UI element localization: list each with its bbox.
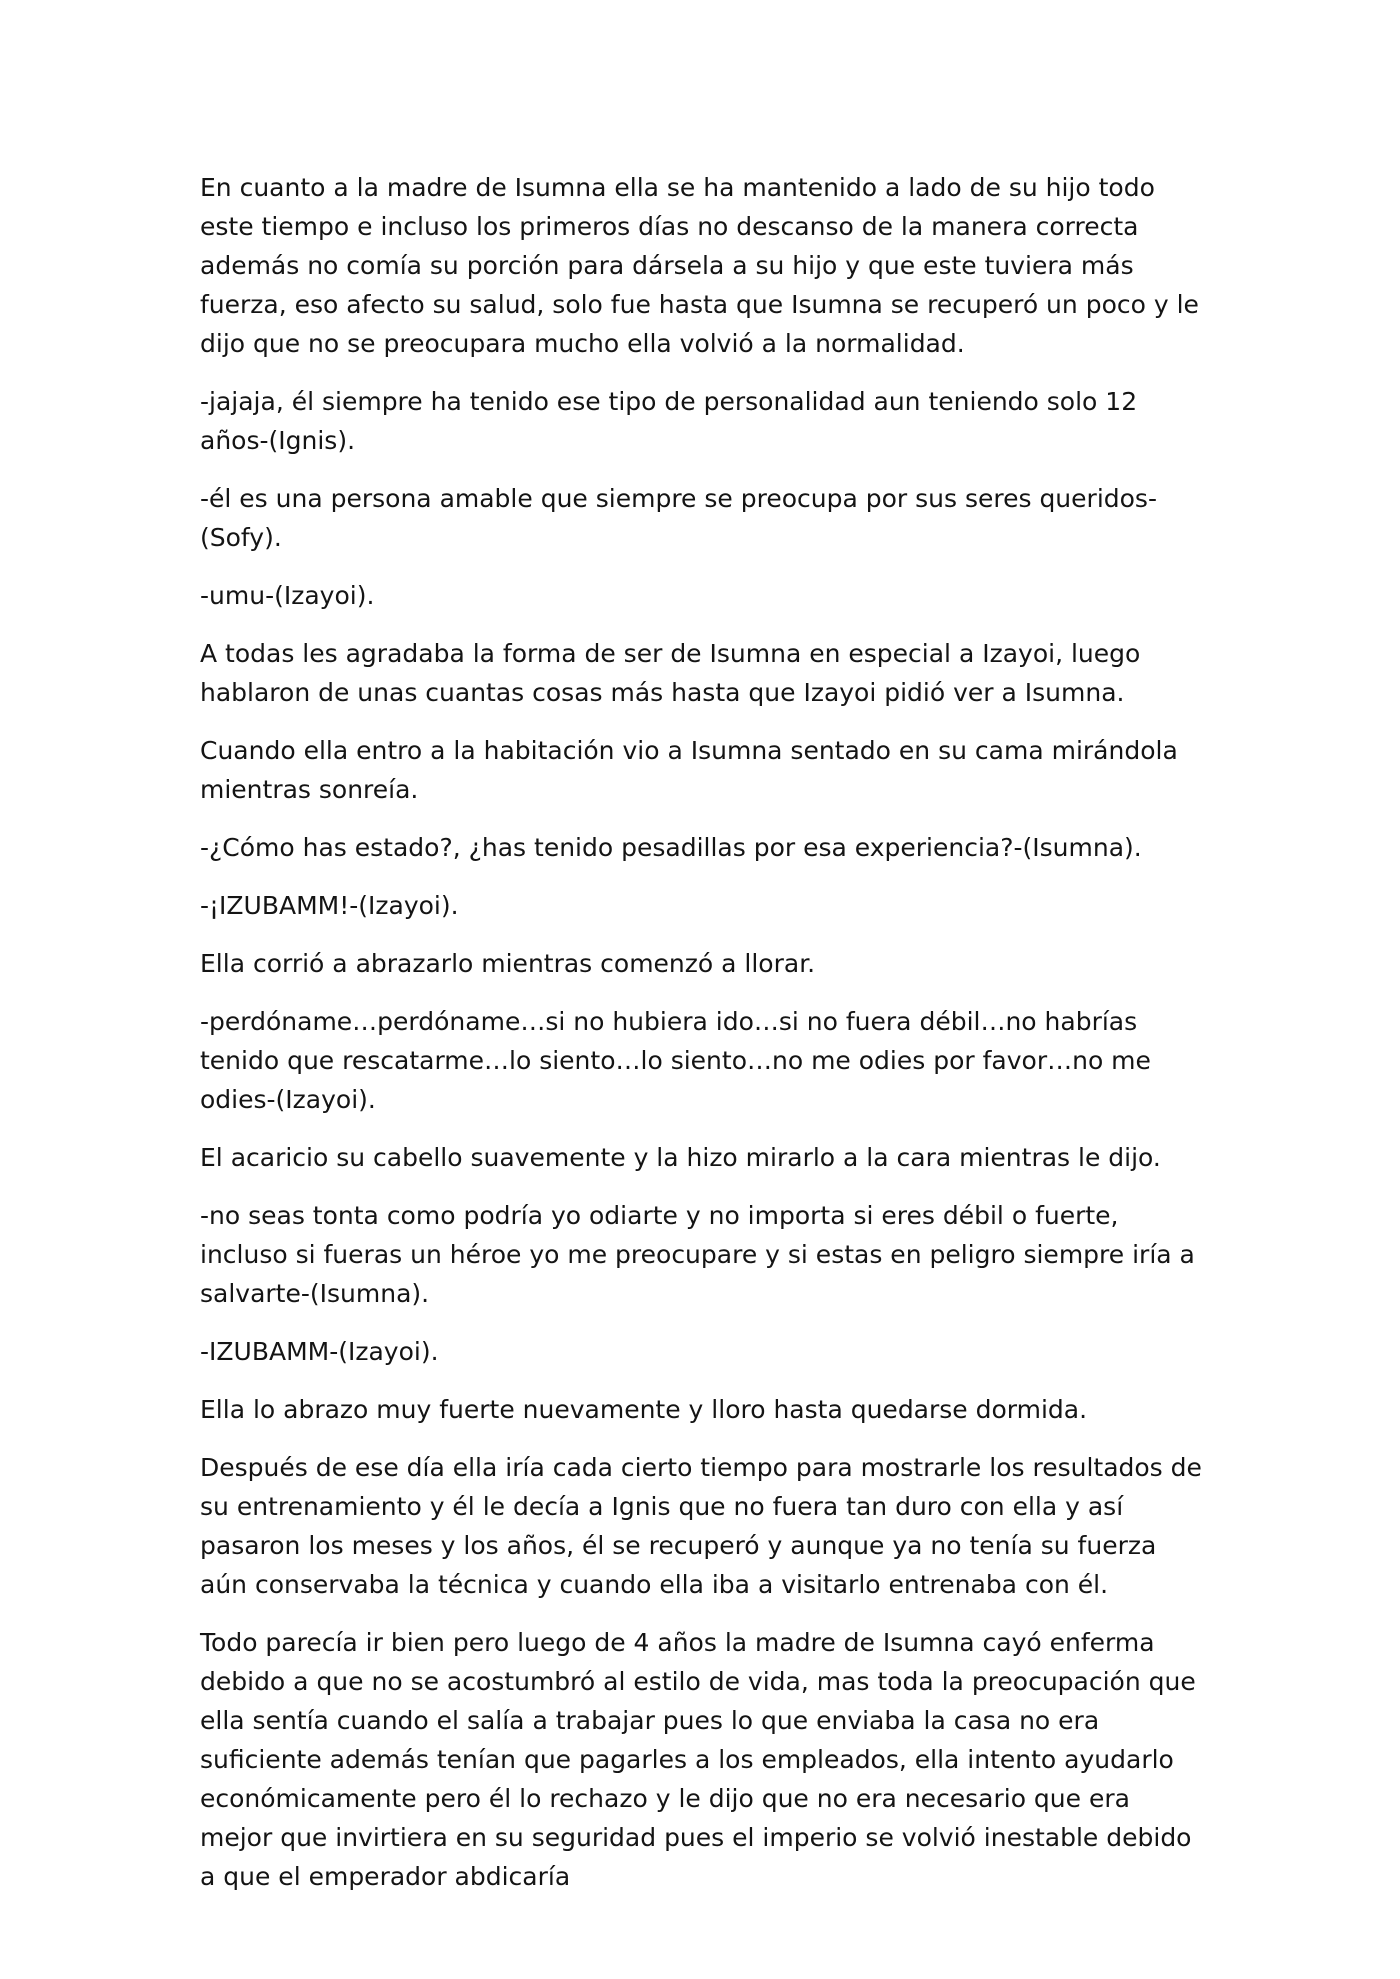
paragraph: -no seas tonta como podría yo odiarte y no importa si eres débil o fuerte, incluso si fueras un héroe yo me preocupare y si estas en peligro siempre iría a salvarte-(Isumna). [200,1201,1195,1308]
paragraph: Después de ese día ella iría cada cierto tiempo para mostrarle los resultados de su entrenamiento y él le decía a Ignis que no fuera tan duro con ella y así pasaron los meses y los años, él se recuperó y aunque ya no tenía su fuerza aún conservaba la técnica y cuando ella iba a visitarlo entrenaba con él. [200,1453,1202,1599]
paragraph: A todas les agradaba la forma de ser de Isumna en especial a Izayoi, luego hablaron de unas cuantas cosas más hasta que Izayoi pidió ver a Isumna. [200,639,1141,707]
paragraph: -jajaja, él siempre ha tenido ese tipo de personalidad aun teniendo solo 12 años-(Ignis). [200,387,1138,455]
paragraph: -umu-(Izayoi). [200,581,375,610]
paragraph: Ella lo abrazo muy fuerte nuevamente y lloro hasta quedarse dormida. [200,1395,1088,1424]
paragraph: -¡IZUBAMM!-(Izayoi). [200,891,459,920]
paragraph: -IZUBAMM-(Izayoi). [200,1337,439,1366]
paragraph: En cuanto a la madre de Isumna ella se ha mantenido a lado de su hijo todo este tiempo e incluso los primeros días no descanso de la manera correcta además no comía su porción para dársela a su hijo y que este tuviera más fuerza, eso afecto su salud, solo fue hasta que Isumna se recuperó un poco y le dijo que no se preocupara mucho ella volvió a la normalidad. [200,173,1199,358]
paragraph: -él es una persona amable que siempre se preocupa por sus seres queridos-(Sofy). [200,484,1157,552]
paragraph: Ella corrió a abrazarlo mientras comenzó a llorar. [200,949,816,978]
paragraph: -perdóname…perdóname…si no hubiera ido…si no fuera débil…no habrías tenido que rescatarme…lo siento…lo siento…no me odies por favor…no me odies-(Izayoi). [200,1007,1151,1114]
document-page [200,168,1205,1915]
paragraph: Todo parecía ir bien pero luego de 4 años la madre de Isumna cayó enferma debido a que no se acostumbró al estilo de vida, mas toda la preocupación que ella sentía cuando el salía a trabajar pues lo que enviaba la casa no era suficiente además tenían que pagarles a los empleados, ella intento ayudarlo económicamente pero él lo rechazo y le dijo que no era necesario que era mejor que invirtiera en su seguridad pues el imperio se volvió inestable debido a que el emperador abdicaría [200,1628,1196,1891]
paragraph: El acaricio su cabello suavemente y la hizo mirarlo a la cara mientras le dijo. [200,1143,1161,1172]
paragraph: -¿Cómo has estado?, ¿has tenido pesadillas por esa experiencia?-(Isumna). [200,833,1142,862]
paragraph: Cuando ella entro a la habitación vio a Isumna sentado en su cama mirándola mientras sonreía. [200,736,1178,804]
